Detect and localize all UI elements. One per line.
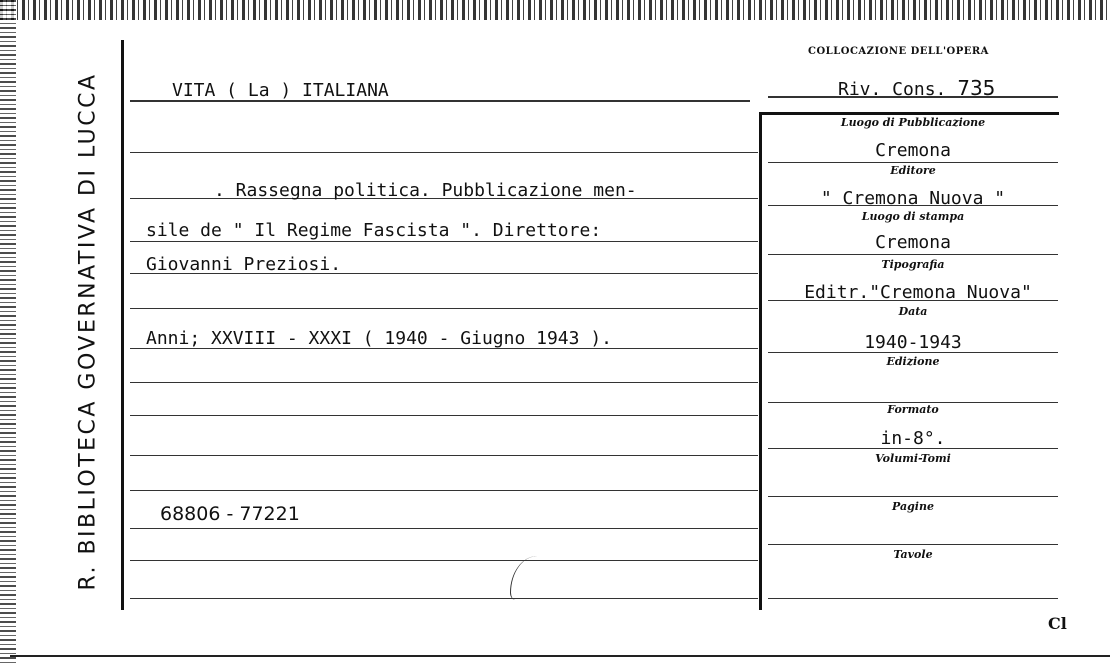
pencil-mark bbox=[510, 556, 551, 600]
print-place-label: Luogo di stampa bbox=[861, 210, 965, 223]
right-column-rule bbox=[759, 112, 762, 610]
rule bbox=[768, 496, 1058, 497]
card-bottom-edge bbox=[10, 655, 1110, 657]
printer-label: Tipografia bbox=[881, 258, 945, 271]
years-line: Anni; XXVIII - XXXI ( 1940 - Giugno 1943 ). bbox=[146, 328, 612, 349]
rule bbox=[130, 415, 758, 416]
volumes-label: Volumi-Tomi bbox=[875, 452, 951, 465]
printer-value: Editr."Cremona Nuova" bbox=[804, 282, 1032, 303]
rule bbox=[130, 241, 758, 242]
scan-left-edge bbox=[0, 0, 16, 666]
edition-label: Edizione bbox=[886, 355, 940, 368]
publisher-value: " Cremona Nuova " bbox=[820, 188, 1006, 209]
rule bbox=[130, 490, 758, 491]
rule bbox=[130, 382, 758, 383]
rule bbox=[130, 455, 758, 456]
entry-title: VITA ( La ) ITALIANA bbox=[172, 80, 389, 101]
pages-label: Pagine bbox=[892, 500, 934, 513]
rule bbox=[768, 598, 1058, 599]
description-line-2: sile de " Il Regime Fascista ". Direttore: bbox=[146, 220, 602, 241]
format-label: Formato bbox=[887, 403, 939, 416]
rule bbox=[768, 162, 1058, 163]
date-label: Data bbox=[898, 305, 928, 318]
left-margin-rule bbox=[121, 40, 124, 610]
place-label: Luogo di Pubblicazione bbox=[840, 116, 986, 129]
rule bbox=[759, 112, 1059, 115]
description-line-1: . Rassegna politica. Pubblicazione men- bbox=[214, 180, 637, 201]
print-place-value: Cremona bbox=[875, 232, 951, 253]
plates-label: Tavole bbox=[893, 548, 933, 561]
rule bbox=[130, 560, 758, 561]
rule bbox=[130, 152, 758, 153]
rule bbox=[130, 598, 758, 599]
rule bbox=[768, 254, 1058, 255]
scan-top-edge bbox=[0, 0, 1111, 20]
rule bbox=[130, 528, 758, 529]
rule bbox=[130, 308, 758, 309]
library-name-vertical: R. BIBLIOTECA GOVERNATIVA DI LUCCA bbox=[75, 72, 101, 591]
publisher-label: Editore bbox=[890, 164, 936, 177]
description-line-3: Giovanni Preziosi. bbox=[146, 254, 342, 275]
collocation-header: COLLOCAZIONE DELL'OPERA bbox=[808, 46, 989, 57]
shelfmark-number: 735 bbox=[957, 76, 996, 100]
inventory-numbers: 68806 - 77221 bbox=[160, 503, 300, 525]
shelfmark bbox=[838, 76, 995, 100]
rule bbox=[768, 544, 1058, 545]
place-value: Cremona bbox=[875, 140, 951, 161]
corner-mark: Cl bbox=[1048, 614, 1067, 633]
date-value: 1940-1943 bbox=[864, 332, 962, 353]
shelfmark-prefix: Riv. Cons. bbox=[838, 79, 947, 100]
format-value: in-8°. bbox=[880, 428, 946, 449]
